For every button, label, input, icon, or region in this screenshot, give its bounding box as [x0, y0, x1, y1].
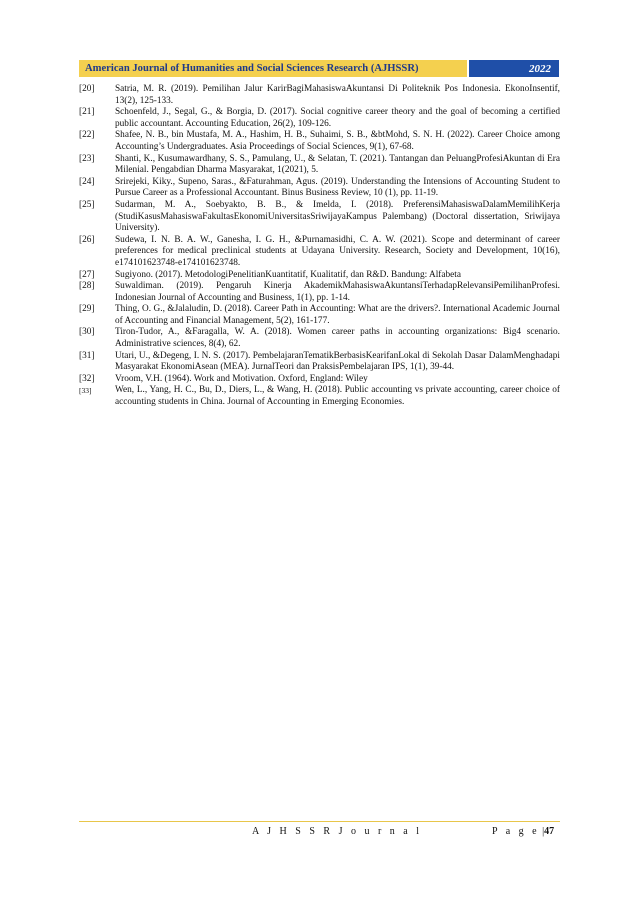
reference-text: Sudewa, I. N. B. A. W., Ganesha, I. G. H., &Purnamasidhi, C. A. W. (2021). Scope and determinant of career preferences for medical preclinical students at Udayana University. Research, Society and Development, 10(16), e174101623748-e174101623748.	[115, 234, 560, 268]
reference-item	[79, 200, 560, 235]
reference-item	[79, 351, 560, 374]
reference-number: [26]	[79, 234, 95, 245]
page-separator: |	[542, 826, 545, 837]
reference-number: [24]	[79, 176, 95, 187]
reference-number: [31]	[79, 350, 95, 361]
footer-divider	[79, 821, 560, 822]
reference-item	[79, 374, 560, 386]
reference-text: Sugiyono. (2017). MetodologiPenelitianKuantitatif, Kualitatif, dan R&D. Bandung: Alfabeta	[115, 269, 461, 280]
reference-number: [22]	[79, 130, 95, 141]
reference-number: [25]	[79, 199, 95, 210]
reference-item	[79, 327, 560, 350]
reference-number: [20]	[79, 84, 95, 94]
journal-title: American Journal of Humanities and Social Sciences Research (AJHSSR)	[85, 63, 419, 74]
reference-item	[79, 235, 560, 270]
footer-page-number	[492, 826, 554, 837]
reference-number: [21]	[79, 107, 95, 118]
reference-text: Satria, M. R. (2019). Pemilihan Jalur KarirBagiMahasiswaAkuntansi Di Politeknik Pos Indonesia. EkonoInsentif, 13(2), 125-133.	[115, 84, 560, 106]
reference-number: [33]	[79, 386, 92, 396]
page-number: 47	[544, 826, 555, 837]
reference-item	[79, 107, 560, 130]
reference-item	[79, 130, 560, 153]
reference-text: Vroom, V.H. (1964). Work and Motivation. Oxford, England: Wiley	[115, 373, 368, 384]
journal-header-bar	[79, 60, 559, 77]
reference-text: Utari, U., &Degeng, I. N. S. (2017). PembelajaranTematikBerbasisKearifanLokal di Sekolah Dasar DalamMenghadapi Masyarakat EkonomiAsean (MEA). JurnalTeori dan PraksisPembelajaran IPS, 1(1), 39-44.	[115, 350, 560, 373]
reference-text: Suwaldiman. (2019). Pengaruh Kinerja AkademikMahasiswaAkuntansiTerhadapRelevansiPemilihanProfesi. Indonesian Journal of Accounting and Business, 1(1), pp. 1-14.	[115, 281, 560, 303]
reference-text: Shanti, K., Kusumawardhany, S. S., Pamulang, U., & Selatan, T. (2021). Tantangan dan PeluangProfesiAkuntan di Era Milenial. Pengabdian Dharma Masyarakat, 1(2021), 5.	[115, 153, 560, 176]
reference-number: [28]	[79, 281, 95, 292]
reference-item	[79, 270, 560, 282]
reference-number: [23]	[79, 153, 95, 164]
journal-year: 2022	[467, 60, 559, 77]
reference-item	[79, 304, 560, 327]
reference-number: [29]	[79, 304, 95, 315]
reference-text: Shafee, N. B., bin Mustafa, M. A., Hashim, H. B., Suhaimi, S. B., &btMohd, S. N. H. (2022). Career Choice among Accounting’s Undergraduates. Asia Proceedings of Social Sciences, 9(1), 67-68.	[115, 130, 560, 152]
reference-text: Schoenfeld, J., Segal, G., & Borgia, D. (2017). Social cognitive career theory and the goal of becoming a certified public accountant. Accounting Education, 26(2), 109-126.	[115, 107, 560, 129]
reference-text: Thing, O. G., &Jalaludin, D. (2018). Career Path in Accounting: What are the drivers?. International Academic Journal of Accounting and Financial Management, 5(2), 161-177.	[115, 304, 560, 326]
reference-text: Sudarman, M. A., Soebyakto, B. B., & Imelda, I. (2018). PreferensiMahasiswaDalamMemilihKerja (StudiKasusMahasiswaFakultasEkonomiUniversitasSriwijayaKampus Palembang) (Doctoral dissertation, Sriwijaya University).	[115, 199, 560, 234]
reference-number: [27]	[79, 269, 95, 280]
reference-item	[79, 84, 560, 107]
reference-text: Tiron-Tudor, A., &Faragalla, W. A. (2018). Women career paths in accounting organizations: Big4 scenario. Administrative sciences, 8(4), 62.	[115, 327, 560, 350]
reference-item	[79, 154, 560, 177]
reference-text: Srirejeki, Kiky., Supeno, Saras., &Faturahman, Agus. (2019). Understanding the Intensions of Accounting Student to Pursue Career as a Professional Accountant. Binus Business Review, 10 (1), pp. 11-19.	[115, 176, 560, 199]
reference-item	[79, 385, 560, 408]
reference-number: [30]	[79, 327, 95, 338]
reference-number: [32]	[79, 373, 95, 384]
reference-list	[79, 84, 560, 409]
page-label: P a g e	[492, 826, 540, 837]
reference-text: Wen, L., Yang, H. C., Bu, D., Diers, L., & Wang, H. (2018). Public accounting vs private accounting, career choice of accounting students in China. Journal of Accounting in Emerging Economies.	[115, 385, 560, 408]
reference-item	[79, 177, 560, 200]
reference-item	[79, 281, 560, 304]
footer-journal-name: A J H S S R J o u r n a l	[252, 826, 423, 837]
